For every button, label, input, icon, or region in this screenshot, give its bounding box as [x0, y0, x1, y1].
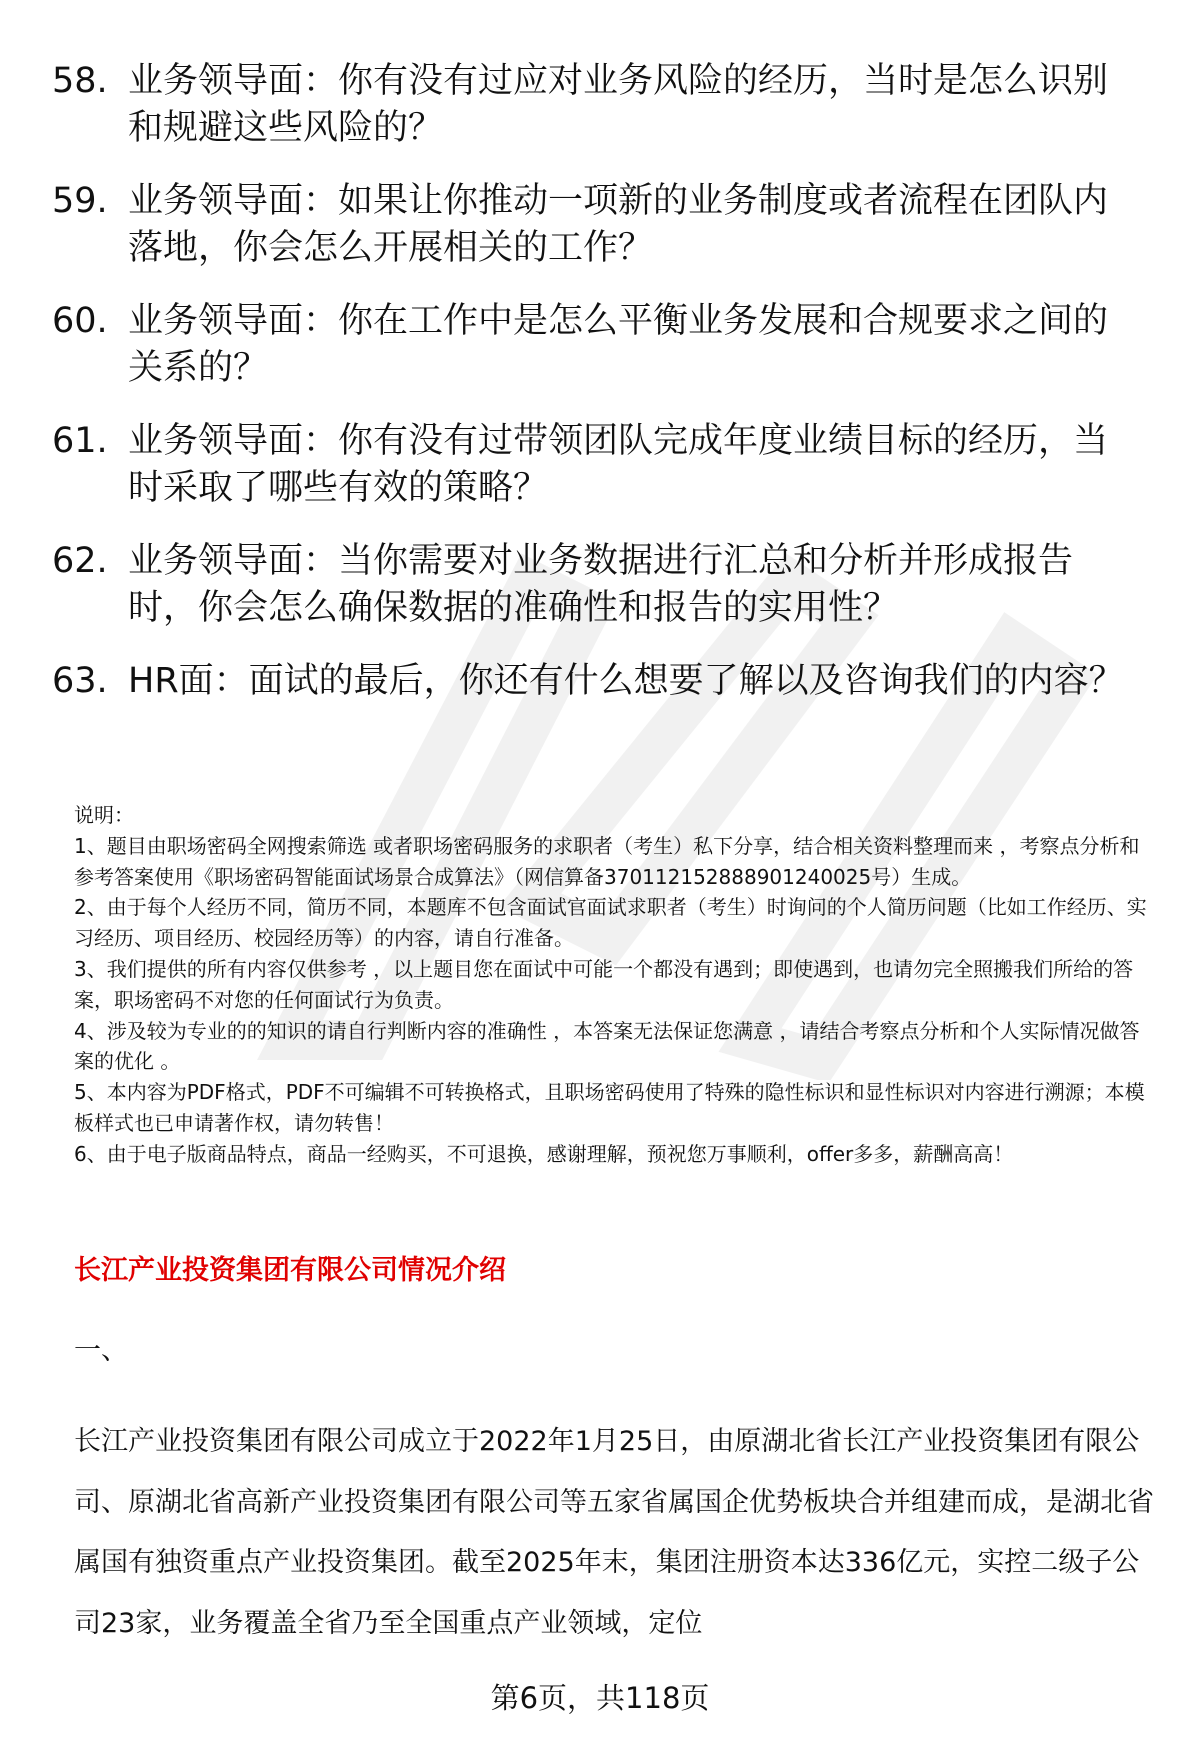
company-section-title: 长江产业投资集团有限公司情况介绍 — [74, 1255, 506, 1286]
question-number: 63. — [52, 661, 108, 701]
note-item: 2、由于每个人经历不同，简历不同，本题库不包含面试官面试求职者（考生）时询问的个人简历问题（比如工作经历、实习经历、项目经历、校园经历等）的内容，请自行准备。 — [74, 895, 1147, 951]
question-number: 60. — [52, 301, 108, 341]
question-list — [0, 58, 1200, 731]
question-item — [0, 538, 1200, 632]
notes-block — [74, 800, 1154, 1170]
note-item: 5、本内容为PDF格式，PDF不可编辑不可转换格式，且职场密码使用了特殊的隐性标识和显性标识对内容进行溯源；本模板样式也已申请著作权，请勿转售！ — [74, 1080, 1145, 1135]
question-number: 61. — [52, 421, 108, 461]
note-item: 3、我们提供的所有内容仅供参考 ，以上题目您在面试中可能一个都没有遇到；即使遇到，也请勿完全照搬我们所给的答案，职场密码不对您的任何面试行为负责。 — [74, 956, 1134, 1012]
question-text: HR面：面试的最后，你还有什么想要了解以及咨询我们的内容？ — [128, 661, 1124, 701]
question-item — [0, 58, 1200, 152]
notes-title: 说明： — [74, 803, 134, 827]
company-intro-paragraph: 长江产业投资集团有限公司成立于2022年1月25日，由原湖北省长江产业投资集团有限公司、原湖北省高新产业投资集团有限公司等五家省属国企优势板块合并组建而成，是湖北省属国有独资重点产业投资集团。截至2025年末，集团注册资本达336亿元，实控二级子公司23家，业务覆盖全省乃至全国重点产业领域，定位 — [74, 1426, 1154, 1639]
question-number: 62. — [52, 541, 108, 581]
page-footer: 第6页，共118页 — [490, 1681, 710, 1715]
question-text: 业务领导面：你在工作中是怎么平衡业务发展和合规要求之间的关系的？ — [128, 301, 1109, 388]
note-item: 6、由于电子版商品特点，商品一经购买，不可退换，感谢理解，预祝您万事顺利，offer多多，薪酬高高！ — [74, 1141, 1014, 1166]
section-number: 一、 — [74, 1335, 128, 1366]
note-item: 4、涉及较为专业的的知识的请自行判断内容的准确性 ，本答案无法保证您满意 ，请结合考察点分析和个人实际情况做答案的优化 。 — [74, 1018, 1140, 1074]
question-number: 58. — [52, 61, 108, 101]
question-item — [0, 298, 1200, 392]
question-item — [0, 658, 1200, 705]
note-item: 1、题目由职场密码全网搜索筛选 或者职场密码服务的求职者（考生）私下分享，结合相关资料整理而来 ，考察点分析和参考答案使用《职场密码智能面试场景合成算法》（网信算备370112152888901240025号）生成。 — [74, 833, 1140, 889]
question-number: 59. — [52, 181, 108, 221]
question-item — [0, 178, 1200, 272]
question-text: 业务领导面：你有没有过带领团队完成年度业绩目标的经历，当时采取了哪些有效的策略？ — [128, 421, 1109, 508]
question-text: 业务领导面：当你需要对业务数据进行汇总和分析并形成报告时，你会怎么确保数据的准确性和报告的实用性？ — [128, 541, 1074, 628]
question-item — [0, 418, 1200, 512]
question-text: 业务领导面：如果让你推动一项新的业务制度或者流程在团队内落地，你会怎么开展相关的工作？ — [128, 181, 1109, 268]
question-text: 业务领导面：你有没有过应对业务风险的经历，当时是怎么识别和规避这些风险的？ — [128, 61, 1109, 148]
